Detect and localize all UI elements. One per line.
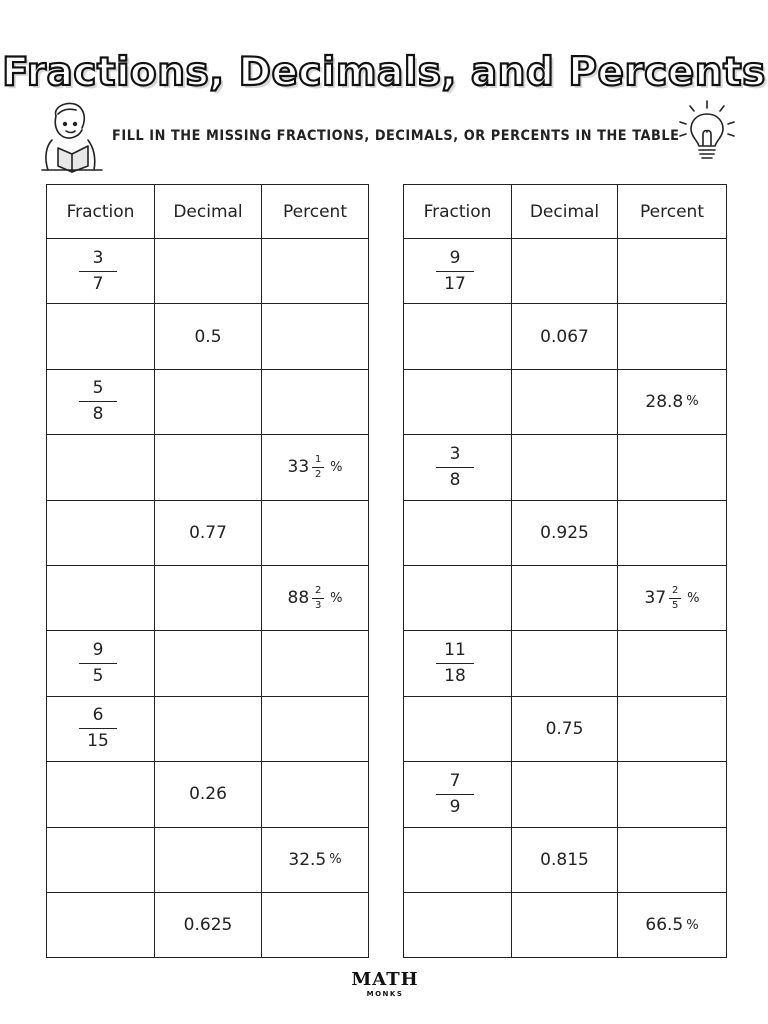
header-percent: Percent [618,185,727,239]
decimal-cell[interactable] [155,500,262,565]
percent-value [645,915,698,935]
fraction-bar [436,663,474,664]
percent-cell[interactable] [262,369,369,434]
percent-sign: % [329,852,342,868]
fraction-cell[interactable] [47,696,155,761]
decimal-cell[interactable] [155,304,262,369]
logo-sub-text: MONKS [366,990,404,998]
table-row [47,239,369,304]
percent-cell[interactable] [262,239,369,304]
table-row [47,892,369,957]
percent-fraction-denominator: 5 [671,599,679,611]
percent-value [645,586,700,611]
fraction-denominator: 17 [444,273,466,294]
instructions-text: FILL IN THE MISSING FRACTIONS, DECIMALS, OR PERCENTS IN THE TABLE [112,128,680,144]
fraction-bar [436,467,474,468]
decimal-cell[interactable] [512,762,618,827]
fraction-cell[interactable] [47,239,155,304]
percent-sign: % [330,459,343,475]
fraction-cell[interactable] [47,762,155,827]
fraction-numerator: 11 [444,640,466,661]
percent-value [288,850,341,870]
decimal-cell[interactable] [512,304,618,369]
decimal-cell[interactable] [512,369,618,434]
percent-cell[interactable] [618,500,727,565]
decimal-value: 0.925 [540,522,589,543]
fraction-cell[interactable] [404,892,512,957]
table-row [404,369,727,434]
kid-reading-icon [32,96,112,176]
percent-value [288,455,343,480]
fraction-bar [79,271,117,272]
percent-cell[interactable] [618,827,727,892]
left-conversion-table [46,184,369,958]
percent-cell[interactable] [262,565,369,630]
table-row [404,762,727,827]
decimal-value: 0.815 [540,849,589,870]
percent-fraction [669,586,681,611]
fraction-denominator: 5 [92,666,104,687]
percent-cell[interactable] [618,696,727,761]
decimal-cell[interactable] [512,696,618,761]
percent-value [288,586,343,611]
decimal-value: 0.625 [183,915,233,936]
percent-cell[interactable] [262,892,369,957]
fraction-numerator: 6 [92,705,104,726]
percent-cell[interactable] [618,435,727,500]
decimal-value: 0.75 [545,718,584,739]
table-row [47,565,369,630]
fraction-cell[interactable] [404,565,512,630]
decimal-cell[interactable] [155,369,262,434]
fraction-cell[interactable] [47,500,155,565]
percent-fraction-bar [312,467,324,468]
table-row [404,500,727,565]
percent-sign: % [686,394,699,410]
fraction-bar [79,401,117,402]
header-fraction: Fraction [47,185,155,239]
fraction-denominator: 8 [449,469,461,490]
table-row [47,827,369,892]
decimal-cell[interactable] [155,435,262,500]
fraction-bar [436,794,474,795]
percent-sign: % [686,917,699,933]
table-row [404,239,727,304]
logo-main-text: MATH [351,969,419,990]
percent-cell[interactable] [618,892,727,957]
header-fraction: Fraction [404,185,512,239]
decimal-value: 0.77 [189,522,227,543]
percent-sign: % [330,590,343,606]
fraction-value [79,707,117,750]
right-conversion-table [403,184,727,958]
decimal-cell[interactable] [155,565,262,630]
decimal-cell[interactable] [512,435,618,500]
fraction-cell[interactable] [404,369,512,434]
table-header-row [404,185,727,239]
fraction-cell[interactable] [47,565,155,630]
percent-sign: % [687,590,700,606]
percent-fraction-bar [669,598,681,599]
fraction-value [436,443,474,490]
fraction-denominator: 15 [87,731,109,752]
table-row [47,304,369,369]
fraction-cell[interactable] [404,239,512,304]
decimal-cell[interactable] [512,239,618,304]
decimal-cell[interactable] [155,892,262,957]
decimal-cell[interactable] [512,892,618,957]
fraction-numerator: 9 [92,640,104,661]
percent-cell[interactable] [618,762,727,827]
table-row [47,500,369,565]
decimal-value: 0.5 [194,326,222,347]
fraction-denominator: 9 [449,796,461,817]
fraction-cell[interactable] [404,435,512,500]
decimal-cell[interactable] [512,631,618,696]
table-row [404,304,727,369]
fraction-bar [436,271,474,272]
percent-fraction-denominator: 3 [314,599,322,611]
decimal-cell[interactable] [155,631,262,696]
fraction-cell[interactable] [404,696,512,761]
fraction-value [436,770,474,817]
fraction-numerator: 7 [449,770,461,791]
table-row [47,631,369,696]
percent-fraction [312,455,324,480]
percent-value [645,392,698,412]
fraction-cell[interactable] [47,827,155,892]
decimal-cell[interactable] [155,239,262,304]
fraction-denominator: 8 [92,404,104,425]
fraction-numerator: 5 [92,378,104,399]
percent-cell[interactable] [262,500,369,565]
fraction-value [436,642,474,685]
fraction-cell[interactable] [47,435,155,500]
fraction-bar [79,663,117,664]
table-row [404,827,727,892]
percent-cell[interactable] [618,369,727,434]
fraction-denominator: 7 [92,273,104,294]
table-row [404,565,727,630]
percent-cell[interactable] [618,304,727,369]
decimal-cell[interactable] [155,696,262,761]
math-monks-logo [340,970,430,1020]
table-row [404,696,727,761]
header-percent: Percent [262,185,369,239]
decimal-cell[interactable] [155,762,262,827]
right-table-container [403,184,727,958]
percent-whole: 32.5 [288,849,327,870]
left-table-container [46,184,369,958]
table-row [47,369,369,434]
decimal-cell[interactable] [512,565,618,630]
fraction-cell[interactable] [404,304,512,369]
percent-fraction [312,586,324,611]
percent-cell[interactable] [618,239,727,304]
light-bulb-icon [676,98,738,168]
header-decimal: Decimal [155,185,262,239]
fraction-value [79,642,117,685]
fraction-cell[interactable] [404,762,512,827]
fraction-cell[interactable] [404,827,512,892]
decimal-cell[interactable] [512,827,618,892]
table-row [47,696,369,761]
fraction-cell[interactable] [404,631,512,696]
percent-cell[interactable] [618,631,727,696]
percent-whole: 33 [287,457,310,478]
decimal-value: 0.067 [540,326,589,347]
decimal-cell[interactable] [512,500,618,565]
percent-cell[interactable] [262,827,369,892]
percent-fraction-bar [312,598,324,599]
percent-cell[interactable] [262,435,369,500]
percent-cell[interactable] [618,565,727,630]
percent-whole: 28.8 [645,391,684,412]
percent-fraction-numerator: 1 [314,453,322,465]
fraction-cell[interactable] [404,500,512,565]
fraction-denominator: 18 [444,666,466,687]
fraction-bar [79,728,117,729]
fraction-cell[interactable] [47,631,155,696]
fraction-numerator: 3 [449,443,461,464]
table-row [47,762,369,827]
header-decimal: Decimal [512,185,618,239]
table-row [47,435,369,500]
worksheet-title: Fractions, Decimals, and Percents [2,50,766,95]
fraction-cell[interactable] [47,892,155,957]
table-header-row [47,185,369,239]
fraction-value [436,247,474,294]
table-row [404,435,727,500]
percent-whole: 37 [644,588,667,609]
percent-fraction-numerator: 2 [314,584,322,596]
fraction-cell[interactable] [47,369,155,434]
percent-whole: 88 [287,588,310,609]
fraction-value [79,380,117,423]
percent-fraction-denominator: 2 [314,468,322,480]
fraction-value [79,247,117,294]
fraction-cell[interactable] [47,304,155,369]
percent-whole: 66.5 [645,915,684,936]
percent-cell[interactable] [262,304,369,369]
fraction-numerator: 9 [449,247,461,268]
decimal-value: 0.26 [189,784,227,805]
table-row [404,892,727,957]
table-row [404,631,727,696]
fraction-numerator: 3 [92,247,104,268]
decimal-cell[interactable] [155,827,262,892]
percent-cell[interactable] [262,696,369,761]
percent-cell[interactable] [262,762,369,827]
percent-fraction-numerator: 2 [671,584,679,596]
percent-cell[interactable] [262,631,369,696]
